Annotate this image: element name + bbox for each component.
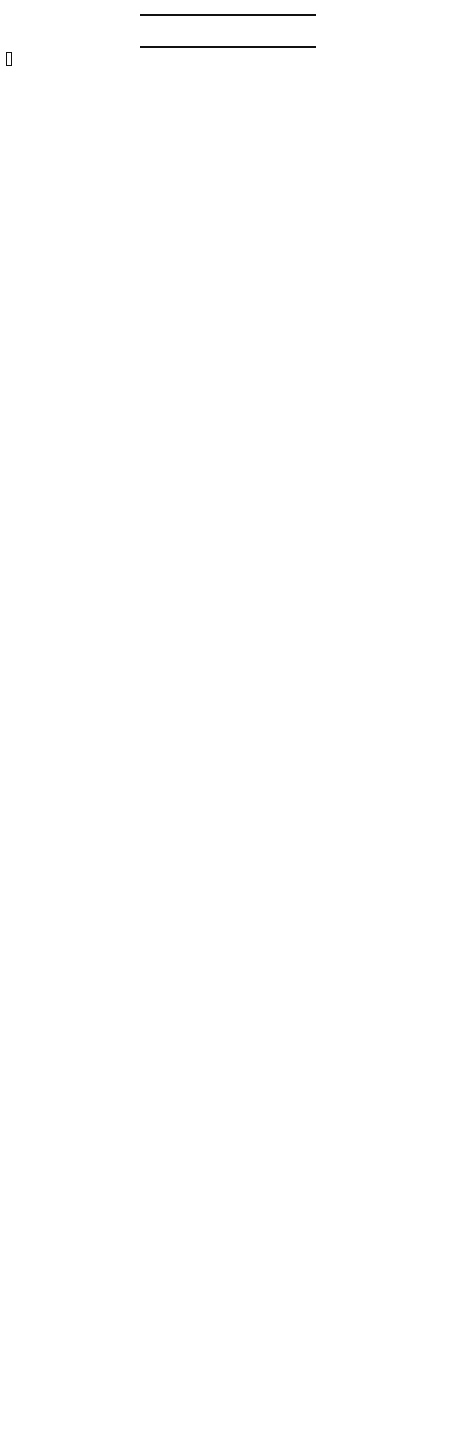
headline xyxy=(140,16,316,46)
article-section-4 xyxy=(6,1110,447,1176)
article-section-3 xyxy=(6,872,447,1106)
headline-box xyxy=(140,14,316,48)
article-section-2 xyxy=(6,496,447,868)
article-paragraph xyxy=(6,52,447,66)
top-cut-line xyxy=(6,0,447,12)
article-section-5 xyxy=(6,1180,447,1428)
article-section-1 xyxy=(6,52,447,492)
continued-from-tag xyxy=(6,52,12,66)
